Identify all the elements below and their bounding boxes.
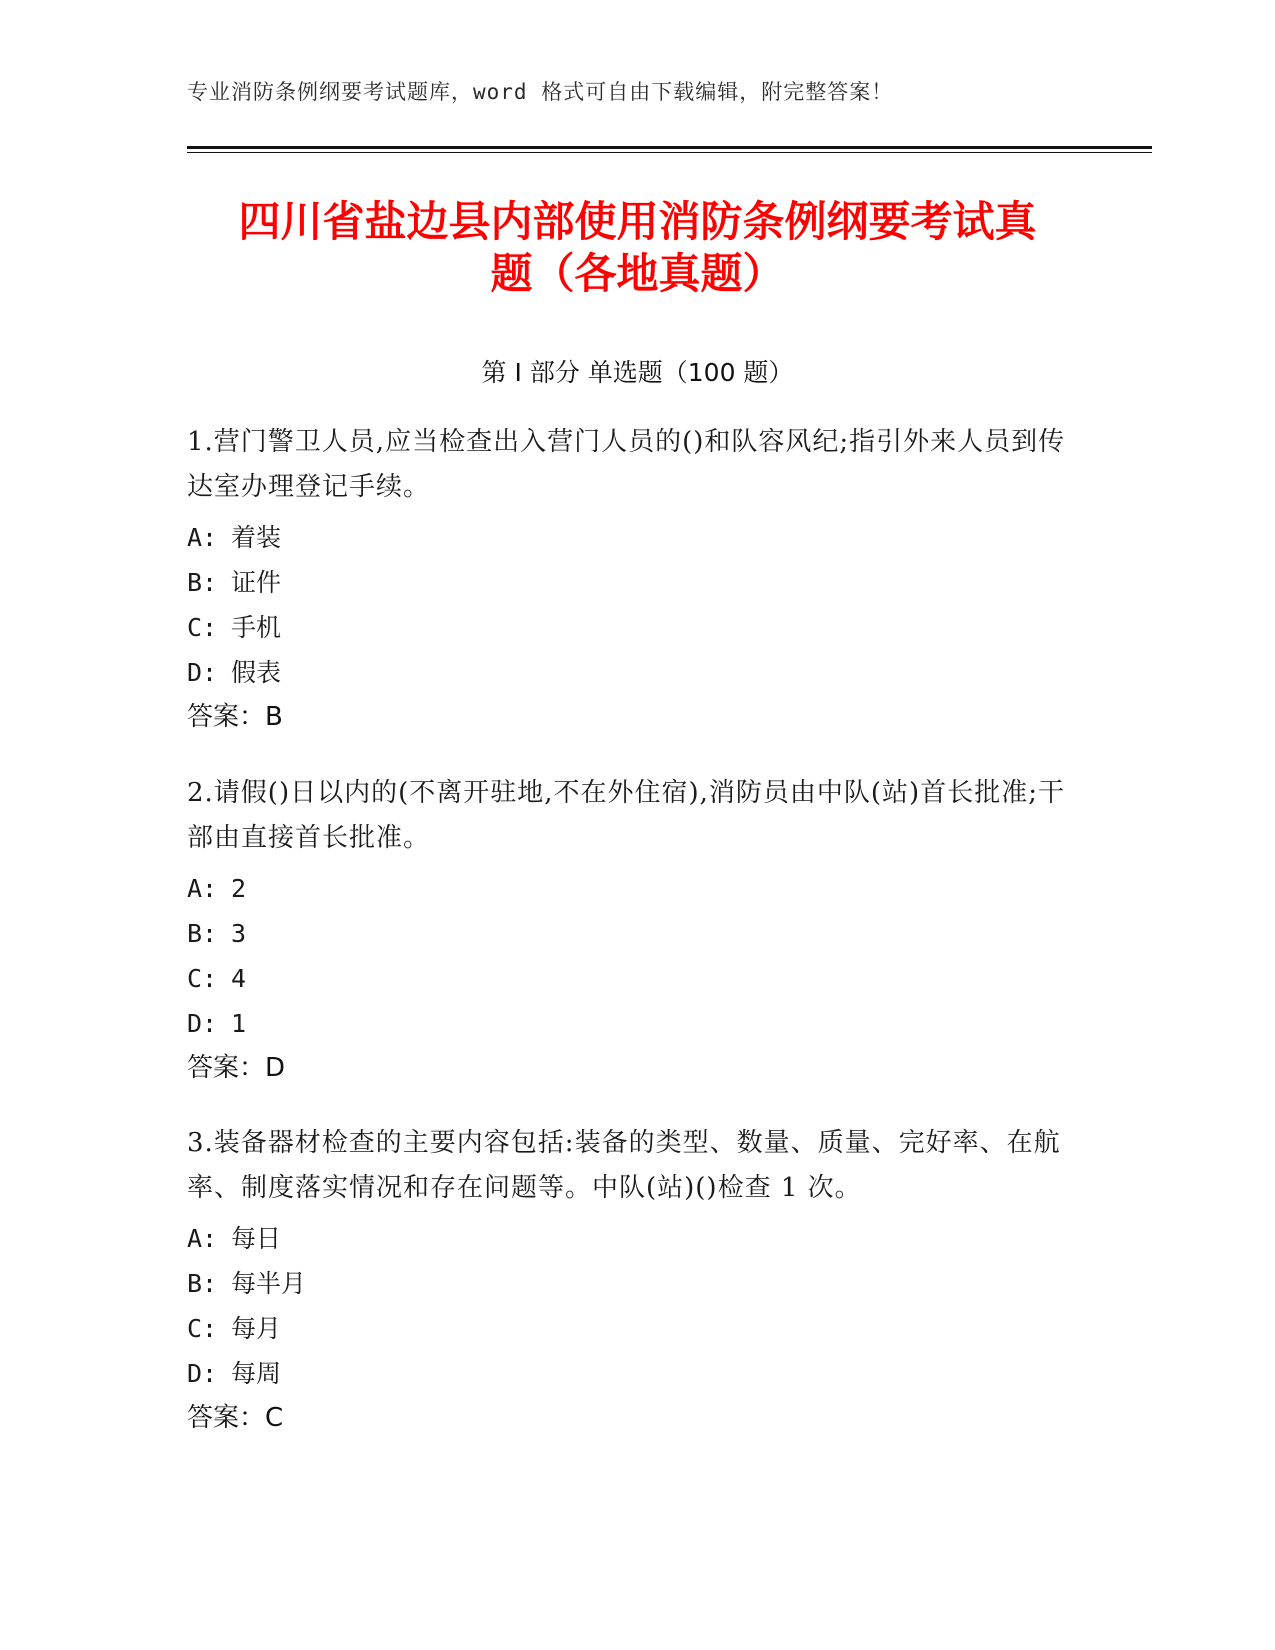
option-letter: A: xyxy=(187,1224,218,1253)
document-title-line2: 题（各地真题） xyxy=(490,249,785,298)
option-b xyxy=(187,1261,1087,1306)
option-text: 着装 xyxy=(231,523,282,552)
option-d xyxy=(187,650,1087,695)
option-text: 3 xyxy=(231,919,247,948)
question-1 xyxy=(187,420,1087,740)
option-letter: C: xyxy=(187,613,218,642)
option-letter: A: xyxy=(187,523,218,552)
option-text: 每周 xyxy=(231,1359,282,1388)
document-title xyxy=(150,196,1125,300)
option-d xyxy=(187,1001,1087,1046)
option-letter: C: xyxy=(187,964,218,993)
option-b xyxy=(187,911,1087,956)
section-title: 第 I 部分 单选题（100 题） xyxy=(481,358,794,387)
option-a xyxy=(187,515,1087,560)
option-letter: D: xyxy=(187,1359,218,1388)
question-stem: 3.装备器材检查的主要内容包括:装备的类型、数量、质量、完好率、在航率、制度落实情况和存在问题等。中队(站)()检查 1 次。 xyxy=(187,1128,1061,1203)
option-text: 手机 xyxy=(231,613,282,642)
option-a xyxy=(187,866,1087,911)
option-letter: B: xyxy=(187,919,218,948)
option-text: 证件 xyxy=(231,568,282,597)
option-d xyxy=(187,1351,1087,1396)
question-3 xyxy=(187,1121,1087,1441)
option-letter: D: xyxy=(187,658,218,687)
question-stem: 2.请假()日以内的(不离开驻地,不在外住宿),消防员由中队(站)首长批准;干部由直接首长批准。 xyxy=(187,778,1065,853)
question-stem: 1.营门警卫人员,应当检查出入营门人员的()和队容风纪;指引外来人员到传达室办理登记手续。 xyxy=(187,427,1066,502)
answer-line: 答案：C xyxy=(187,1403,284,1433)
option-text: 1 xyxy=(231,1009,247,1038)
option-letter: B: xyxy=(187,1269,218,1298)
option-text: 每月 xyxy=(231,1314,282,1343)
option-letter: A: xyxy=(187,874,218,903)
header-note: 专业消防条例纲要考试题库，word 格式可自由下载编辑，附完整答案！ xyxy=(187,80,894,104)
option-text: 假表 xyxy=(231,658,282,687)
document-title-line1: 四川省盐边县内部使用消防条例纲要考试真 xyxy=(238,197,1037,246)
option-letter: C: xyxy=(187,1314,218,1343)
option-text: 每日 xyxy=(231,1224,282,1253)
question-2 xyxy=(187,771,1087,1091)
option-c xyxy=(187,956,1087,1001)
answer-line: 答案：D xyxy=(187,1053,286,1083)
option-letter: B: xyxy=(187,568,218,597)
option-a xyxy=(187,1216,1087,1261)
option-text: 每半月 xyxy=(231,1269,307,1298)
option-text: 2 xyxy=(231,874,247,903)
option-c xyxy=(187,605,1087,650)
answer-line: 答案：B xyxy=(187,702,283,732)
option-b xyxy=(187,560,1087,605)
header-divider-thin xyxy=(187,152,1152,153)
header-divider-thick xyxy=(187,146,1152,149)
option-text: 4 xyxy=(231,964,247,993)
option-c xyxy=(187,1306,1087,1351)
option-letter: D: xyxy=(187,1009,218,1038)
